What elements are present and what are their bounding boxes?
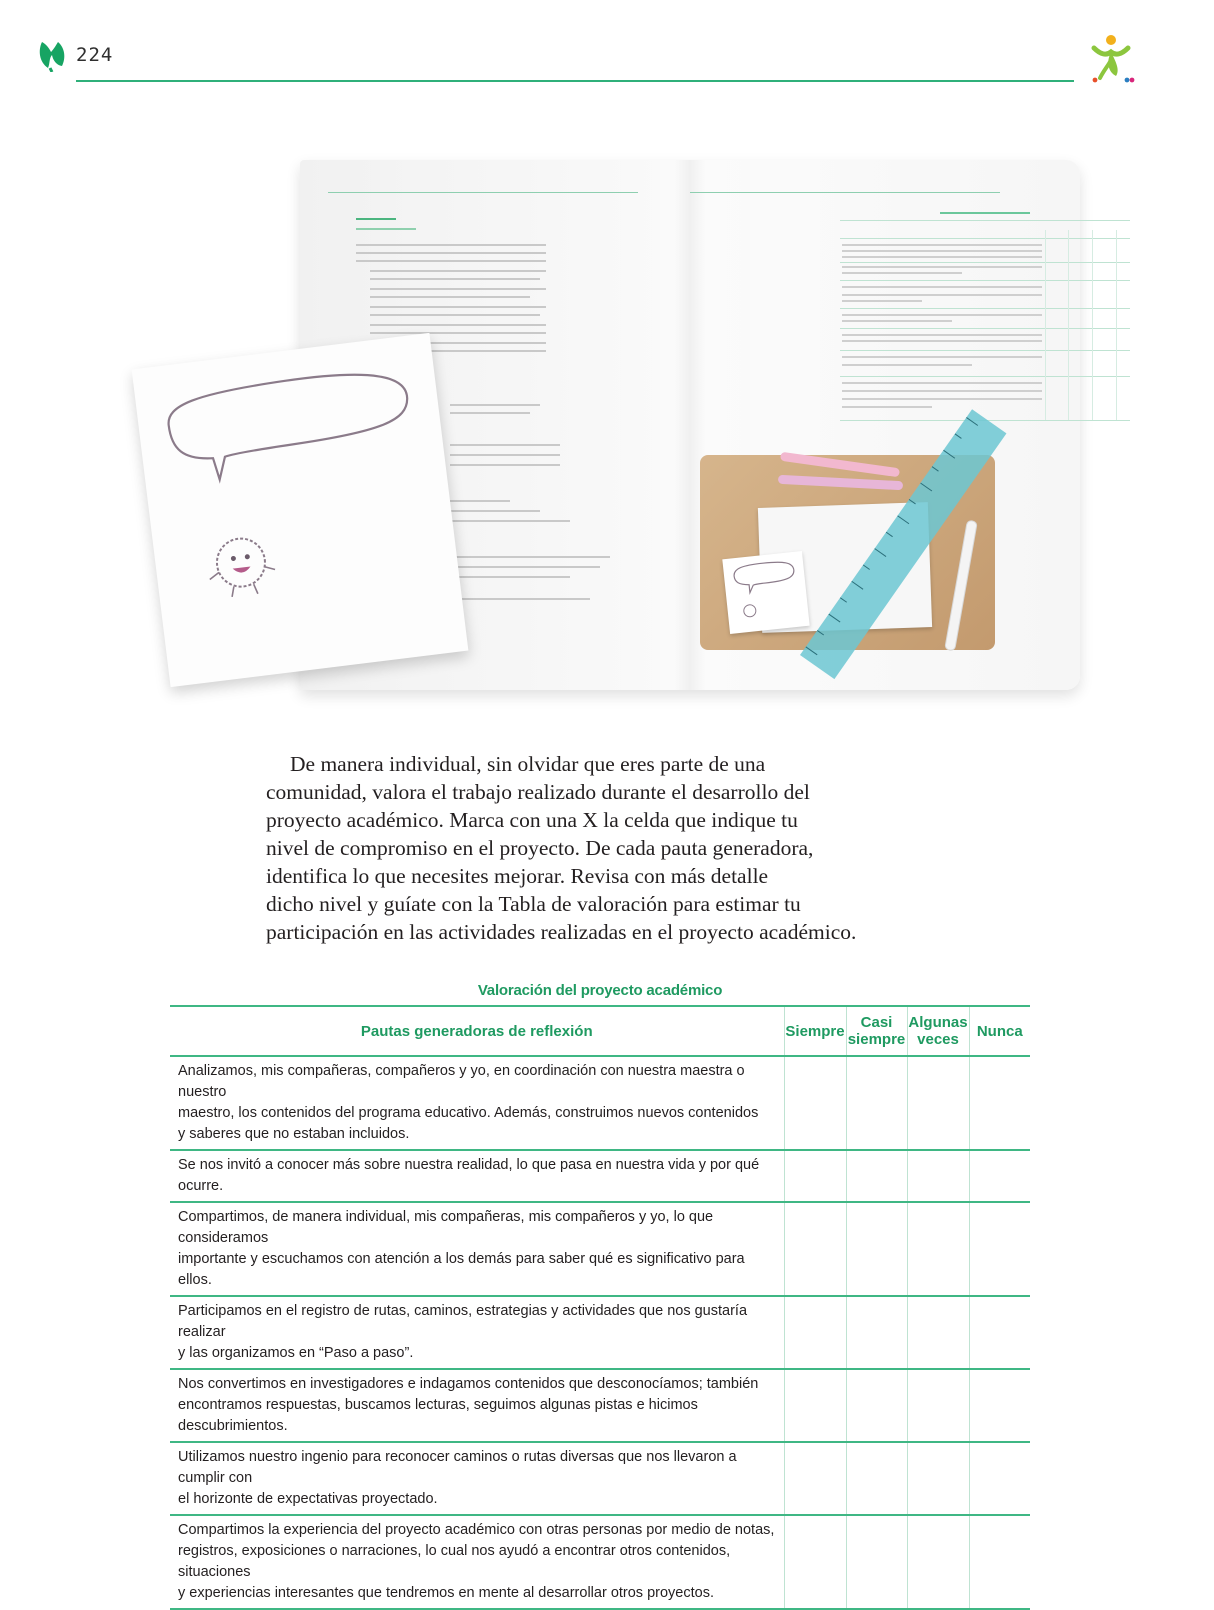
cell-nunca[interactable] [969, 1150, 1030, 1202]
pauta-text [170, 1515, 784, 1609]
pauta-line: importante y escuchamos con atención a los demás para saber qué es significativo para ellos. [178, 1251, 745, 1288]
cell-siempre[interactable] [784, 1202, 846, 1296]
instructions-line: participación en las actividades realizadas en el proyecto académico. [266, 920, 857, 944]
pauta-line: Participamos en el registro de rutas, caminos, estrategias y actividades que nos gustaría realizar [178, 1303, 748, 1340]
cell-casi-siempre[interactable] [846, 1202, 907, 1296]
header-algunas-veces [907, 1006, 969, 1056]
pauta-line: Analizamos, mis compañeras, compañeros y yo, en coordinación con nuestra maestra o nuestro [178, 1063, 745, 1100]
pauta-line: y las organizamos en “Paso a paso”. [178, 1345, 414, 1361]
table-header-row [170, 1006, 1030, 1056]
cell-nunca[interactable] [969, 1056, 1030, 1150]
cell-nunca[interactable] [969, 1515, 1030, 1609]
cell-siempre[interactable] [784, 1369, 846, 1442]
pauta-text [170, 1056, 784, 1150]
table-row [170, 1202, 1030, 1296]
cell-casi-siempre[interactable] [846, 1515, 907, 1609]
cell-siempre[interactable] [784, 1442, 846, 1515]
photo-open-book [150, 160, 1085, 700]
header-casi-line2: siempre [847, 1031, 906, 1048]
cell-siempre[interactable] [784, 1056, 846, 1150]
cell-nunca[interactable] [969, 1369, 1030, 1442]
cell-siempre[interactable] [784, 1150, 846, 1202]
cell-algunas-veces[interactable] [907, 1442, 969, 1515]
speech-bubble-doodle-icon [132, 333, 469, 687]
cell-casi-siempre[interactable] [846, 1296, 907, 1369]
pauta-text [170, 1442, 784, 1515]
table-row [170, 1056, 1030, 1150]
pauta-line: maestro, los contenidos del programa educativo. Además, construimos nuevos contenidos [178, 1105, 759, 1121]
cell-algunas-veces[interactable] [907, 1296, 969, 1369]
instructions-line: nivel de compromiso en el proyecto. De cada pauta generadora, [266, 836, 814, 860]
leaf-logo-icon [36, 38, 68, 72]
cell-casi-siempre[interactable] [846, 1369, 907, 1442]
pauta-line: encontramos respuestas, buscamos lecturas, seguimos algunas pistas e hicimos descubrimientos. [178, 1397, 698, 1434]
instructions-paragraph [266, 750, 906, 946]
header-pautas: Pautas generadoras de reflexión [170, 1006, 784, 1056]
pauta-line: registros, exposiciones o narraciones, lo cual nos ayudó a encontrar otros contenidos, situaciones [178, 1543, 731, 1580]
cell-siempre[interactable] [784, 1296, 846, 1369]
person-figure-logo-icon [1086, 30, 1136, 86]
instructions-line: comunidad, valora el trabajo realizado durante el desarrollo del [266, 780, 810, 804]
cell-siempre[interactable] [784, 1515, 846, 1609]
header-casi-siempre [846, 1006, 907, 1056]
header-rule [76, 80, 1074, 82]
cell-algunas-veces[interactable] [907, 1369, 969, 1442]
pauta-text [170, 1202, 784, 1296]
cell-casi-siempre[interactable] [846, 1150, 907, 1202]
cell-casi-siempre[interactable] [846, 1442, 907, 1515]
header-nunca: Nunca [969, 1006, 1030, 1056]
book-mini-table [840, 220, 1130, 420]
cell-algunas-veces[interactable] [907, 1202, 969, 1296]
pauta-line: Compartimos la experiencia del proyecto académico con otras personas por medio de notas, [178, 1522, 775, 1538]
pauta-line: Nos convertimos en investigadores e indagamos contenidos que desconocíamos; también [178, 1376, 759, 1392]
instructions-line: identifica lo que necesites mejorar. Revisa con más detalle [266, 864, 769, 888]
notepad [132, 333, 469, 687]
pauta-line: el horizonte de expectativas proyectado. [178, 1491, 438, 1507]
pauta-line: Se nos invitó a conocer más sobre nuestra realidad, lo que pasa en nuestra vida y por qué ocurre. [178, 1157, 760, 1194]
header-algunas-line2: veces [917, 1031, 959, 1048]
table-row [170, 1369, 1030, 1442]
pauta-line: y experiencias interesantes que tendremos en mente al desarrollar otros proyectos. [178, 1585, 714, 1601]
cell-casi-siempre[interactable] [846, 1056, 907, 1150]
instructions-line: proyecto académico. Marca con una X la celda que indique tu [266, 808, 798, 832]
header-siempre: Siempre [784, 1006, 846, 1056]
pauta-text [170, 1369, 784, 1442]
pauta-line: Compartimos, de manera individual, mis compañeras, mis compañeros y yo, lo que consideramos [178, 1209, 714, 1246]
cell-algunas-veces[interactable] [907, 1515, 969, 1609]
cell-algunas-veces[interactable] [907, 1150, 969, 1202]
instructions-line: De manera individual, sin olvidar que eres parte de una [290, 752, 766, 776]
table-row [170, 1442, 1030, 1515]
evaluation-table [170, 1005, 1030, 1610]
header-algunas-line1: Algunas [908, 1014, 968, 1031]
table-row [170, 1296, 1030, 1369]
cell-algunas-veces[interactable] [907, 1056, 969, 1150]
cell-nunca[interactable] [969, 1296, 1030, 1369]
instructions-line: dicho nivel y guíate con la Tabla de valoración para estimar tu [266, 892, 801, 916]
pauta-line: y saberes que no estaban incluidos. [178, 1126, 410, 1142]
cell-nunca[interactable] [969, 1442, 1030, 1515]
header-casi-line1: Casi [860, 1014, 893, 1031]
table-row [170, 1150, 1030, 1202]
pauta-text [170, 1150, 784, 1202]
cell-nunca[interactable] [969, 1202, 1030, 1296]
pauta-text [170, 1296, 784, 1369]
table-title: Valoración del proyecto académico [477, 982, 723, 999]
page-number: 224 [76, 44, 114, 66]
fuzzy-monster-doodle-icon [205, 535, 277, 600]
pauta-line: Utilizamos nuestro ingenio para reconocer caminos o rutas diversas que nos llevaron a cumplir con [178, 1449, 737, 1486]
table-row [170, 1515, 1030, 1609]
small-note-card [722, 551, 809, 634]
